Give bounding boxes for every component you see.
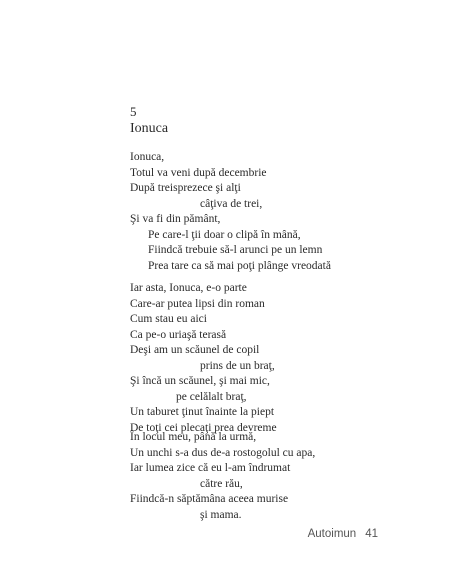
poem-line: Fiindcă-n săptămâna aceea murise <box>130 493 289 505</box>
poem-line: Care-ar putea lipsi din roman <box>130 297 265 310</box>
poem-line: şi mama. <box>200 508 242 521</box>
poem-number: 5 <box>130 104 137 119</box>
page-number: 41 <box>365 528 378 540</box>
poem-line: De toţi cei plecaţi prea devreme <box>130 421 277 434</box>
poem-line: câţiva de trei, <box>200 197 263 210</box>
poem-line: prins de un braţ, <box>200 359 275 372</box>
running-book-title: Autoimun <box>307 528 357 540</box>
stanza-3 <box>130 430 430 523</box>
poem-line: Prea tare ca să mai poţi plânge vreodată <box>148 259 331 272</box>
stanza-2 <box>130 281 430 436</box>
page-footer <box>308 528 378 540</box>
poem-line: Cum stau eu aici <box>130 313 207 325</box>
poem-line: Iar asta, Ionuca, e-o parte <box>130 282 247 294</box>
poem-line: Şi încă un scăunel, şi mai mic, <box>130 375 270 387</box>
poem-line: Ionuca, <box>130 151 165 163</box>
poem-line: pe celălalt braţ, <box>176 390 247 403</box>
poem-line: Un unchi s-a dus de-a rostogolul cu apa, <box>130 446 316 459</box>
poem-line: Iar lumea zice că eu l-am îndrumat <box>130 462 291 474</box>
poem-line: către rău, <box>200 477 243 490</box>
poem-line: Un taburet ţinut înainte la piept <box>130 406 275 418</box>
poem-line: Pe care-l ţii doar o clipă în mână, <box>148 228 301 241</box>
poem-title: Ionuca <box>130 121 169 136</box>
poem-line: Totul va veni după decembrie <box>130 166 267 179</box>
poem-line: Fiindcă trebuie să-l arunci pe un lemn <box>148 244 323 256</box>
stanza-1 <box>130 150 430 274</box>
poem-line: Deşi am un scăunel de copil <box>130 344 260 356</box>
poem-line: Şi va fi din pământ, <box>130 213 221 225</box>
poem-line: În locul meu, până la urmă, <box>130 431 257 443</box>
poem-line: Ca pe-o uriaşă terasă <box>130 328 227 341</box>
poem-line: După treisprezece şi alţi <box>130 182 241 194</box>
